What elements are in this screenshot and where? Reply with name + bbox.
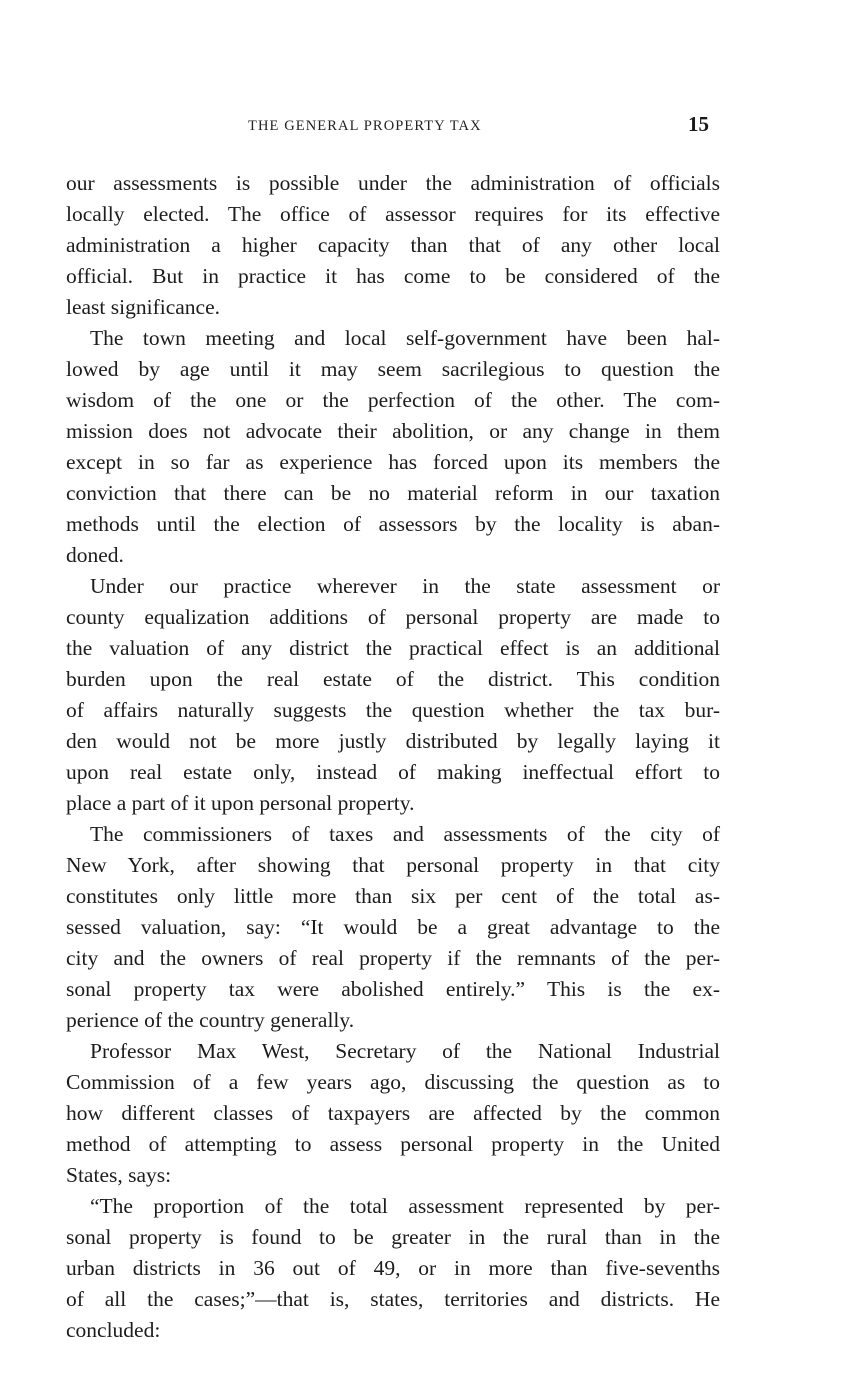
text-line: Professor Max West, Secretary of the National Industrial [90, 1039, 720, 1063]
paragraph-3 [66, 571, 720, 819]
text-line: constitutes only little more than six per cent of the total as- [66, 884, 720, 908]
text-line: conviction that there can be no material reform in our taxation [66, 481, 720, 505]
page-number: 15 [688, 112, 709, 136]
text-line: methods until the election of assessors by the locality is aban- [66, 512, 720, 536]
paragraph-4 [66, 819, 720, 1036]
text-line: sessed valuation, say: “It would be a great advantage to the [66, 915, 720, 939]
text-line: county equalization additions of personal property are made to [66, 605, 720, 629]
text-line: Under our practice wherever in the state assessment or [90, 574, 720, 598]
paragraph-6 [66, 1191, 720, 1346]
paragraph-2 [66, 323, 720, 571]
text-line: least significance. [66, 295, 221, 319]
text-line: wisdom of the one or the perfection of the other. The com- [66, 388, 720, 412]
text-line: urban districts in 36 out of 49, or in more than five-sevenths [66, 1256, 720, 1280]
text-line: our assessments is possible under the administration of officials [66, 171, 720, 195]
running-title: THE GENERAL PROPERTY TAX [248, 118, 482, 134]
text-line: the valuation of any district the practical effect is an additional [66, 636, 720, 660]
text-line: except in so far as experience has forced upon its members the [66, 450, 720, 474]
text-line: New York, after showing that personal property in that city [66, 853, 720, 877]
text-line: how different classes of taxpayers are affected by the common [66, 1101, 720, 1125]
text-line: official. But in practice it has come to be considered of the [66, 264, 720, 288]
text-line: lowed by age until it may seem sacrilegious to question the [66, 357, 720, 381]
text-line: administration a higher capacity than that of any other local [66, 233, 720, 257]
text-line: doned. [66, 543, 124, 567]
text-line: place a part of it upon personal property. [66, 791, 415, 815]
text-line: perience of the country generally. [66, 1008, 355, 1032]
text-line: sonal property tax were abolished entirely.” This is the ex- [66, 977, 720, 1001]
text-line: locally elected. The office of assessor requires for its effective [66, 202, 720, 226]
text-line: States, says: [66, 1163, 172, 1187]
text-line: Commission of a few years ago, discussing the question as to [66, 1070, 720, 1094]
text-line: city and the owners of real property if the remnants of the per- [66, 946, 720, 970]
body-text [66, 168, 720, 1346]
text-line: upon real estate only, instead of making ineffectual effort to [66, 760, 720, 784]
text-line: of affairs naturally suggests the question whether the tax bur- [66, 698, 720, 722]
text-line: The commissioners of taxes and assessments of the city of [90, 822, 720, 846]
text-line: concluded: [66, 1318, 161, 1342]
paragraph-1 [66, 168, 720, 323]
text-line: mission does not advocate their abolition, or any change in them [66, 419, 720, 443]
text-line: of all the cases;”—that is, states, territories and districts. He [66, 1287, 720, 1311]
text-line: burden upon the real estate of the district. This condition [66, 667, 720, 691]
paragraph-5 [66, 1036, 720, 1191]
text-line: sonal property is found to be greater in the rural than in the [66, 1225, 720, 1249]
text-line: The town meeting and local self-government have been hal- [90, 326, 720, 350]
running-header [0, 112, 867, 142]
text-line: “The proportion of the total assessment represented by per- [90, 1194, 720, 1218]
text-line: method of attempting to assess personal property in the United [66, 1132, 720, 1156]
text-line: den would not be more justly distributed by legally laying it [66, 729, 720, 753]
